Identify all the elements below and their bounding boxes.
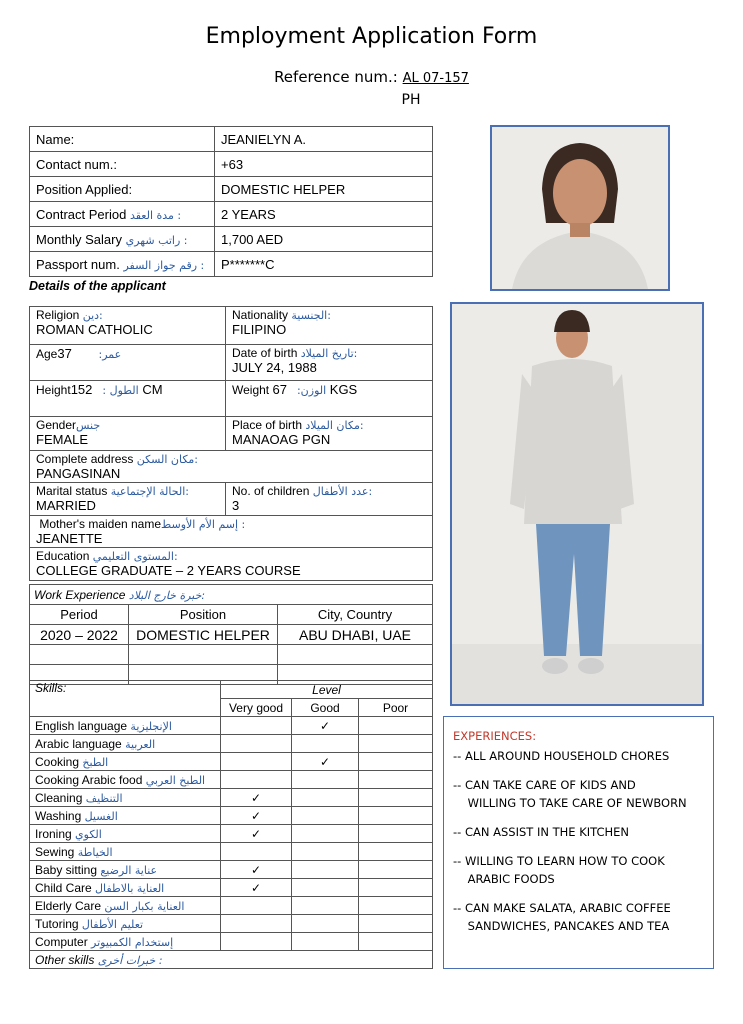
info-value: JEANIELYN A. bbox=[215, 127, 433, 152]
skill-name: English language الإنجليزية bbox=[30, 717, 221, 735]
nationality-cell: Nationality الجنسية: FILIPINO bbox=[226, 307, 433, 345]
info-value: 2 YEARS bbox=[215, 202, 433, 227]
experience-item: -- CAN ASSIST IN THE KITCHEN bbox=[453, 825, 630, 839]
top-info-table bbox=[29, 126, 433, 277]
level-good: Good bbox=[292, 699, 359, 717]
table-row bbox=[30, 645, 433, 665]
table-row bbox=[30, 735, 433, 753]
skill-level-cell bbox=[359, 717, 433, 735]
pob-cell: Place of birth مكان الميلاد: MANAOAG PGN bbox=[226, 417, 433, 451]
skill-level-cell bbox=[221, 717, 292, 735]
table-row bbox=[30, 825, 433, 843]
skill-level-cell bbox=[359, 897, 433, 915]
table-row bbox=[30, 717, 433, 735]
experiences-heading: EXPERIENCES: bbox=[453, 729, 537, 743]
skill-level-cell: ✓ bbox=[292, 753, 359, 771]
gender-cell: Genderجنس FEMALE bbox=[30, 417, 226, 451]
portrait-photo bbox=[490, 125, 670, 291]
religion-cell: Religion دين: ROMAN CATHOLIC bbox=[30, 307, 226, 345]
info-row-name bbox=[30, 127, 433, 152]
info-label: Contact num.: bbox=[30, 152, 215, 177]
table-row bbox=[30, 843, 433, 861]
skill-level-cell bbox=[292, 915, 359, 933]
skill-name: Child Care العناية بالاطفال bbox=[30, 879, 221, 897]
form-title: Employment Application Form bbox=[205, 24, 538, 49]
age-cell: Age عمر: 37 bbox=[30, 345, 226, 381]
info-value: 1,700 AED bbox=[215, 227, 433, 252]
skill-name: Washing الغسيل bbox=[30, 807, 221, 825]
work-cell: 2020 – 2022 bbox=[30, 625, 129, 645]
reference-line bbox=[0, 68, 743, 86]
full-body-photo bbox=[450, 302, 704, 706]
work-col-period: Period bbox=[30, 605, 129, 625]
weight-cell: Weight الوزن: 67 KGS bbox=[226, 381, 433, 417]
skill-level-cell bbox=[221, 933, 292, 951]
work-cell: DOMESTIC HELPER bbox=[129, 625, 278, 645]
level-very-good: Very good bbox=[221, 699, 292, 717]
skill-level-cell bbox=[359, 735, 433, 753]
table-row bbox=[30, 897, 433, 915]
skill-name: Cooking Arabic food الطبخ العربي bbox=[30, 771, 221, 789]
table-row bbox=[30, 771, 433, 789]
dob-cell: Date of birth تاريخ الميلاد: JULY 24, 1988 bbox=[226, 345, 433, 381]
work-cell: ABU DHABI, UAE bbox=[278, 625, 433, 645]
skill-name: Baby sitting عناية الرضيع bbox=[30, 861, 221, 879]
reference-label: Reference num.: bbox=[274, 68, 398, 86]
skill-level-cell bbox=[359, 825, 433, 843]
skill-level-cell bbox=[221, 843, 292, 861]
info-value: DOMESTIC HELPER bbox=[215, 177, 433, 202]
info-row-position bbox=[30, 177, 433, 202]
skill-level-cell bbox=[292, 789, 359, 807]
skill-level-cell: ✓ bbox=[292, 717, 359, 735]
level-poor: Poor bbox=[359, 699, 433, 717]
skill-name: Tutoring تعليم الأطفال bbox=[30, 915, 221, 933]
table-row bbox=[30, 625, 433, 645]
skill-name: Elderly Care العناية بكبار السن bbox=[30, 897, 221, 915]
skill-name: Arabic language العربية bbox=[30, 735, 221, 753]
skill-name: Sewing الخياطة bbox=[30, 843, 221, 861]
work-cell bbox=[129, 645, 278, 665]
mother-cell: Mother's maiden nameإسم الأم الأوسط : JEANETTE bbox=[30, 516, 433, 548]
info-row-contract bbox=[30, 202, 433, 227]
table-row bbox=[30, 879, 433, 897]
skill-level-cell bbox=[221, 735, 292, 753]
skills-table bbox=[29, 680, 433, 969]
children-cell: No. of children عدد الأطفال: 3 bbox=[226, 483, 433, 516]
skill-level-cell: ✓ bbox=[221, 825, 292, 843]
skill-level-cell bbox=[359, 807, 433, 825]
skill-level-cell: ✓ bbox=[221, 807, 292, 825]
skill-level-cell bbox=[221, 771, 292, 789]
table-row bbox=[30, 807, 433, 825]
info-label: Passport num. رقم جواز السفر : bbox=[30, 252, 215, 277]
table-row bbox=[30, 933, 433, 951]
info-row-passport bbox=[30, 252, 433, 277]
table-row bbox=[30, 789, 433, 807]
experience-item: -- WILLING TO LEARN HOW TO COOK ARABIC FOODS bbox=[453, 854, 665, 886]
info-label: Monthly Salary راتب شهري : bbox=[30, 227, 215, 252]
skill-level-cell bbox=[359, 915, 433, 933]
skill-level-cell bbox=[359, 789, 433, 807]
experience-item: -- ALL AROUND HOUSEHOLD CHORES bbox=[453, 749, 670, 763]
experience-item: -- CAN TAKE CARE OF KIDS AND WILLING TO TAKE CARE OF NEWBORN bbox=[453, 778, 687, 810]
skill-name: Cooking الطبخ bbox=[30, 753, 221, 771]
reference-country: PH bbox=[401, 92, 421, 108]
skill-level-cell bbox=[359, 753, 433, 771]
info-label: Position Applied: bbox=[30, 177, 215, 202]
skill-level-cell bbox=[292, 771, 359, 789]
marital-cell: Marital status الحالة الإجتماعية: MARRIED bbox=[30, 483, 226, 516]
height-cell: Height الطول : 152 CM bbox=[30, 381, 226, 417]
info-value: +63 bbox=[215, 152, 433, 177]
skill-level-cell bbox=[292, 825, 359, 843]
skill-level-cell bbox=[359, 861, 433, 879]
skill-level-cell bbox=[221, 897, 292, 915]
skills-heading: Skills: bbox=[30, 681, 221, 717]
skill-level-cell: ✓ bbox=[221, 861, 292, 879]
portrait-illustration bbox=[492, 127, 668, 289]
skill-level-cell: ✓ bbox=[221, 789, 292, 807]
skill-level-cell bbox=[292, 879, 359, 897]
info-label: Name: bbox=[30, 127, 215, 152]
table-row bbox=[30, 915, 433, 933]
skill-level-cell bbox=[292, 843, 359, 861]
skill-name: Cleaning التنظيف bbox=[30, 789, 221, 807]
skill-level-cell bbox=[359, 933, 433, 951]
skill-name: Ironing الكوي bbox=[30, 825, 221, 843]
info-row-salary bbox=[30, 227, 433, 252]
skill-level-cell bbox=[359, 843, 433, 861]
experiences-box bbox=[443, 716, 714, 969]
info-value: P*******C bbox=[215, 252, 433, 277]
skill-level-cell bbox=[221, 753, 292, 771]
level-heading: Level bbox=[221, 681, 433, 699]
work-col-position: Position bbox=[129, 605, 278, 625]
details-heading: Details of the applicant bbox=[29, 279, 166, 293]
info-row-contact bbox=[30, 152, 433, 177]
education-cell: Education المستوى التعليمي: COLLEGE GRADUATE – 2 YEARS COURSE bbox=[30, 548, 433, 581]
skill-name: Computer إستخدام الكمبيوتر bbox=[30, 933, 221, 951]
experience-item: -- CAN MAKE SALATA, ARABIC COFFEE SANDWICHES, PANCAKES AND TEA bbox=[453, 901, 671, 933]
skill-level-cell bbox=[292, 933, 359, 951]
skill-level-cell bbox=[359, 771, 433, 789]
work-heading: Work Experience خبرة خارج البلاد: bbox=[30, 585, 433, 605]
skill-level-cell: ✓ bbox=[221, 879, 292, 897]
work-cell bbox=[278, 645, 433, 665]
skill-level-cell bbox=[292, 807, 359, 825]
work-col-location: City, Country bbox=[278, 605, 433, 625]
skill-level-cell bbox=[221, 915, 292, 933]
address-cell: Complete address مكان السكن: PANGASINAN bbox=[30, 451, 433, 483]
work-experience-table bbox=[29, 584, 433, 685]
skill-level-cell bbox=[292, 897, 359, 915]
other-skills: Other skills خبرات أخرى : bbox=[30, 951, 433, 969]
table-row bbox=[30, 753, 433, 771]
skill-level-cell bbox=[292, 861, 359, 879]
full-body-illustration bbox=[452, 304, 702, 704]
reference-value: AL 07-157 bbox=[402, 71, 469, 86]
skill-level-cell bbox=[292, 735, 359, 753]
table-row bbox=[30, 861, 433, 879]
details-table bbox=[29, 306, 433, 581]
info-label: Contract Period مدة العقد : bbox=[30, 202, 215, 227]
work-cell bbox=[30, 645, 129, 665]
skill-level-cell bbox=[359, 879, 433, 897]
